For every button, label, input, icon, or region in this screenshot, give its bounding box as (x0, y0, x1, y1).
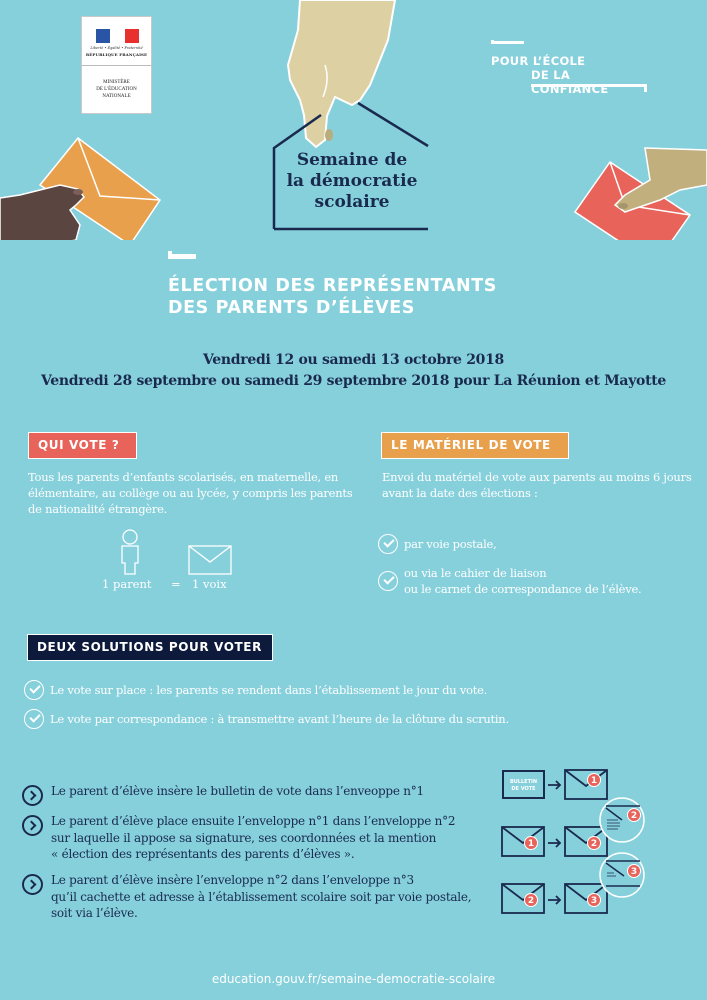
republic-motto: Liberté • Égalité • Fraternité (90, 46, 143, 50)
step-line: soit via l’élève. (51, 906, 138, 920)
title-bracket (168, 251, 196, 259)
step-item (22, 813, 455, 863)
step-line: sur laquelle il appose sa signature, ses coordonnées et la mention (51, 830, 437, 845)
badge-3: 3 (627, 864, 641, 878)
date-overseas: Vendredi 28 septembre ou samedi 29 septembre 2018 pour La Réunion et Mayotte (40, 373, 667, 389)
voting-material-heading: LE MATÉRIEL DE VOTE (381, 432, 569, 459)
person-icon (100, 528, 250, 578)
envelope-flow-icon (490, 760, 670, 920)
equation-voice: 1 voix (192, 577, 227, 591)
step-line: Le parent d’élève place ensuite l’enveloppe n°1 dans l’enveloppe n°2 (51, 814, 456, 828)
solution-item (24, 680, 487, 700)
step-line: Le parent d’élève insère le bulletin de vote dans l’enveoppe n°1 (51, 784, 424, 798)
step-text (51, 813, 455, 863)
check-circle-icon (378, 534, 398, 554)
solution-text: Le vote par correspondance : à transmettre avant l’heure de la clôture du scrutin. (50, 712, 509, 726)
badge-3: 3 (587, 893, 601, 907)
event-title-line: scolaire (314, 192, 390, 212)
material-option (378, 565, 641, 597)
badge-1: 1 (524, 836, 538, 850)
slogan-line-2: DE LA CONFIANCE (531, 68, 609, 96)
badge-2: 2 (627, 808, 641, 822)
ballot-label: BULLETIN (509, 779, 538, 785)
solution-text: Le vote sur place : les parents se rendent dans l’établissement le jour du vote. (50, 683, 488, 697)
event-title (282, 150, 422, 213)
ministry-line: DE L'ÉDUCATION (96, 87, 137, 92)
republic-name: RÉPUBLIQUE FRANÇAISE (85, 52, 148, 57)
check-circle-icon (24, 709, 44, 729)
step-line: « élection des représentants des parents d’élèves ». (51, 847, 355, 861)
step-line: Le parent d’élève insère l’enveloppe n°2 dans l’enveloppe n°3 (51, 873, 414, 887)
page-title-line-1: ÉLECTION DES REPRÉSENTANTS (168, 276, 497, 296)
material-option-line: ou le carnet de correspondance de l’élève. (404, 582, 642, 596)
page-title (168, 275, 497, 319)
ministry-line: MINISTÈRE (103, 80, 130, 85)
solution-item (24, 709, 509, 729)
step-item (22, 872, 471, 922)
pointing-hand-icon (288, 0, 395, 147)
equation-equals: = (171, 577, 181, 591)
equation-parent: 1 parent (102, 577, 152, 591)
chevron-right-circle-icon (22, 785, 43, 806)
envelope-icon (189, 546, 231, 574)
who-votes-text: Tous les parents d’enfants scolarisés, en maternelle, en élémentaire, au collège ou au lycée, y compris les parents de nationalité étrangère. (28, 470, 353, 516)
material-option-text: par voie postale, (404, 537, 497, 551)
date-main: Vendredi 12 ou samedi 13 octobre 2018 (203, 352, 504, 368)
parent-voice-equation (100, 528, 250, 598)
step-line: qu’il cachette et adresse à l’établissement scolaire soit par voie postale, (51, 889, 472, 904)
step-item (22, 783, 424, 806)
envelope-diagram (490, 760, 670, 920)
badge-2: 2 (524, 893, 538, 907)
badge-2: 2 (587, 836, 601, 850)
check-circle-icon (378, 571, 398, 591)
material-option-line: ou via le cahier de liaison (404, 566, 547, 580)
ministry-line: NATIONALE (102, 94, 131, 99)
step-text (51, 872, 471, 922)
who-votes-heading: QUI VOTE ? (28, 432, 137, 459)
slogan-line-1: POUR L’ÉCOLE (491, 54, 586, 68)
step-text (51, 783, 424, 806)
check-circle-icon (24, 680, 44, 700)
dark-hand-icon (0, 185, 84, 240)
footer-url-link[interactable]: education.gouv.fr/semaine-democratie-scolaire (211, 972, 496, 986)
voting-material-text: Envoi du matériel de vote aux parents au moins 6 jours avant la date des élections : (382, 470, 692, 500)
material-option (378, 534, 496, 554)
election-dates (0, 350, 707, 392)
event-title-line: la démocratie (286, 171, 418, 191)
badge-1: 1 (587, 773, 601, 787)
material-option-text (404, 565, 641, 597)
ballot-label: DE VOTE (511, 786, 536, 792)
page-title-line-2: DES PARENTS D’ÉLÈVES (168, 298, 415, 318)
chevron-right-circle-icon (22, 874, 43, 895)
two-solutions-heading: DEUX SOLUTIONS POUR VOTER (27, 634, 273, 661)
event-title-line: Semaine de (296, 150, 408, 170)
chevron-right-circle-icon (22, 815, 43, 836)
